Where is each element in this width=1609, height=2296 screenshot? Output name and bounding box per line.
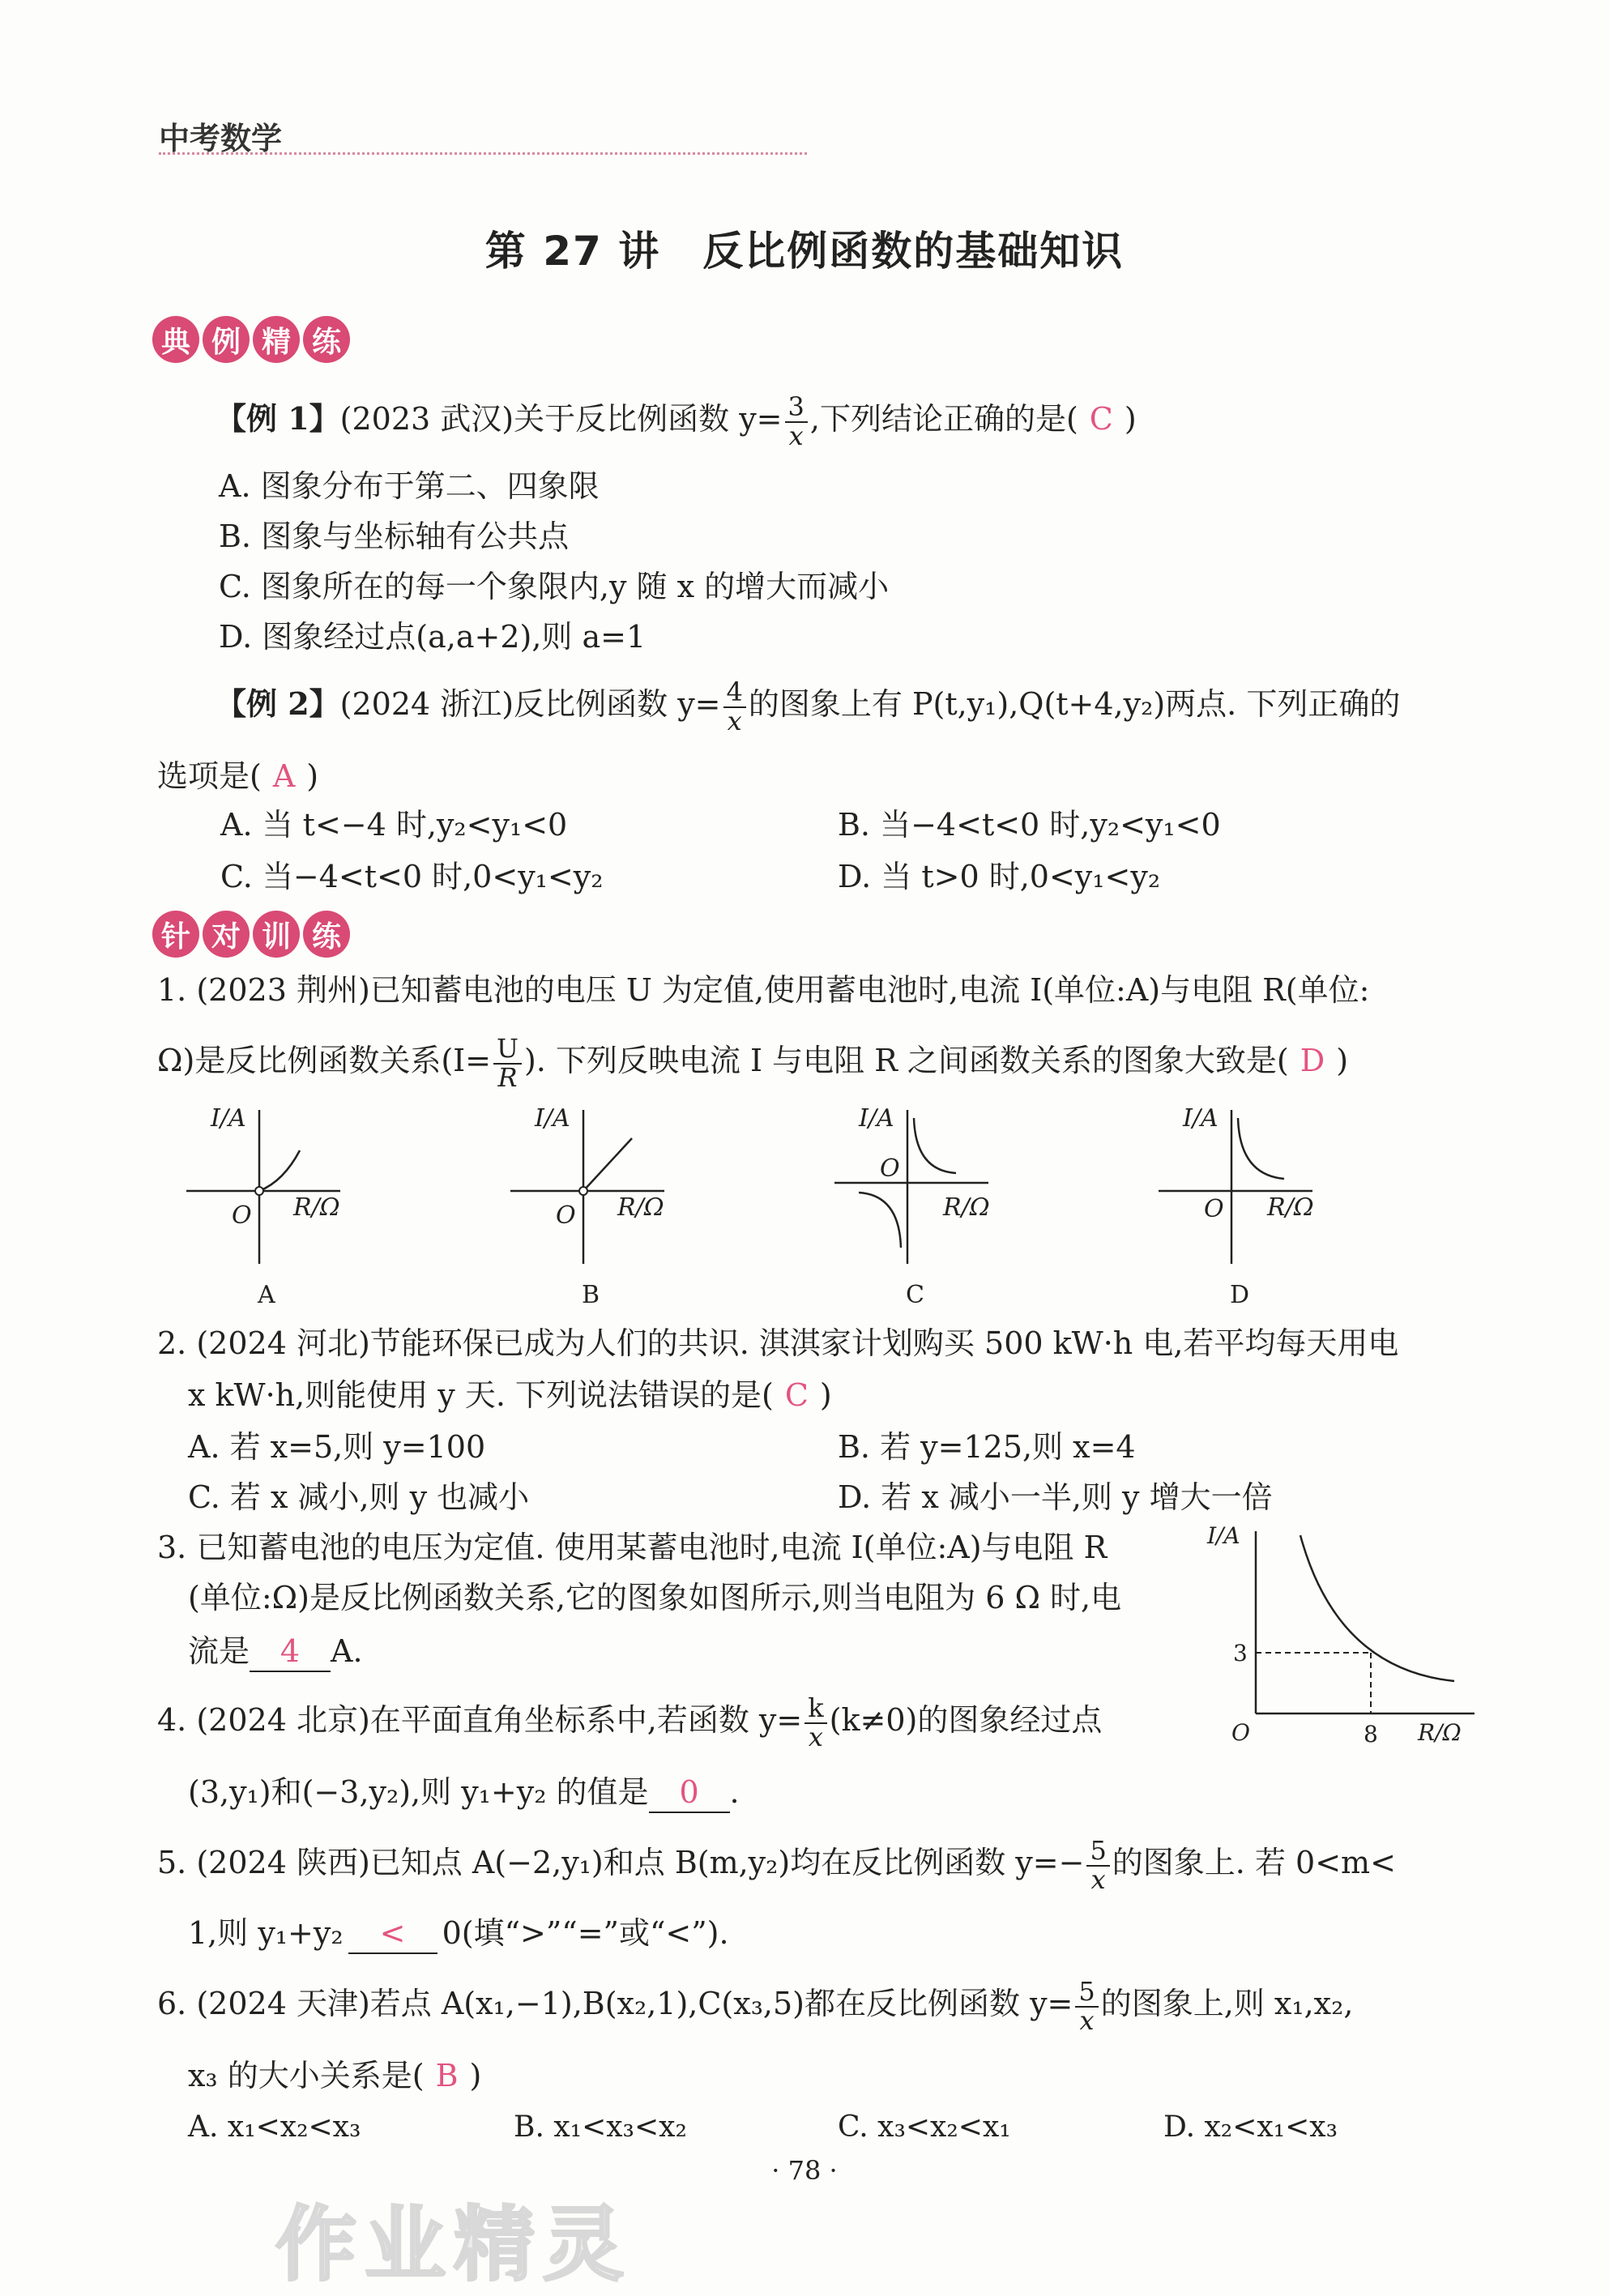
svg-text:I/A: I/A xyxy=(211,1104,246,1133)
question-1-line-2: Ω)是反比例函数关系(I= $\frac{U}{R}$ ). 下列反映电流 I 与电阻 R 之间函数关系的图象大致是( D ) xyxy=(157,1033,1349,1093)
example-2-option-d: D. 当 t>0 时,0<y₁<y₂ xyxy=(838,859,1161,894)
question-1-line-1: 1. (2023 荆州)已知蓄电池的电压 U 为定值,使用蓄电池时,电流 I(单位:A)与电阻 R(单位: xyxy=(157,972,1370,1008)
question-2-option-a: A. 若 x=5,则 y=100 xyxy=(188,1429,486,1465)
question-5-answer: < xyxy=(379,1915,406,1951)
header-divider xyxy=(159,152,807,155)
page-number: · 78 · xyxy=(771,2155,838,2186)
svg-text:R/Ω: R/Ω xyxy=(617,1193,664,1222)
question-5-line-2: 1,则 y₁+y₂ < 0(填“>”“=”或“<”). xyxy=(188,1915,729,1954)
svg-text:O: O xyxy=(232,1201,252,1230)
question-6-option-d: D. x₂<x₁<x₃ xyxy=(1163,2110,1338,2144)
question-6-option-b: B. x₁<x₃<x₂ xyxy=(514,2110,687,2144)
question-2-answer: C xyxy=(784,1377,809,1413)
question-1-graphs xyxy=(178,1102,1393,1312)
question-6-option-c: C. x₃<x₂<x₁ xyxy=(838,2110,1011,2144)
svg-text:I/A: I/A xyxy=(859,1104,894,1133)
question-6-line-2: x₃ 的大小关系是( B ) xyxy=(188,2058,482,2093)
svg-text:3: 3 xyxy=(1233,1640,1248,1667)
question-2-option-d: D. 若 x 减小一半,则 y 增大一倍 xyxy=(838,1479,1273,1515)
svg-text:R/Ω: R/Ω xyxy=(1267,1193,1314,1222)
svg-text:I/A: I/A xyxy=(535,1104,570,1133)
graph-c xyxy=(834,1104,990,1309)
graph-b xyxy=(510,1104,664,1309)
question-3-answer: 4 xyxy=(280,1633,301,1669)
svg-text:B: B xyxy=(582,1281,600,1309)
question-1-answer: D xyxy=(1300,1043,1325,1079)
question-5-line-1: 5. (2024 陕西)已知点 A(−2,y₁)和点 B(m,y₂)均在反比例函数 y=− $\frac{5}{x}$ 的图象上. 若 0<m< xyxy=(157,1835,1396,1895)
svg-text:O: O xyxy=(1204,1195,1224,1223)
example-2-option-c: C. 当−4<t<0 时,0<y₁<y₂ xyxy=(220,859,604,894)
svg-text:R/Ω: R/Ω xyxy=(943,1193,990,1222)
example-1-option-d: D. 图象经过点(a,a+2),则 a=1 xyxy=(219,619,647,655)
svg-text:O: O xyxy=(1231,1719,1250,1746)
svg-text:I/A: I/A xyxy=(1183,1104,1218,1133)
example-1-stem: 【例 1】(2023 武汉)关于反比例函数 y= $\frac{3}{x}$ ,下列结论正确的是( C ) xyxy=(216,391,1137,451)
lesson-title: 第 27 讲 反比例函数的基础知识 xyxy=(484,228,1125,275)
svg-text:R/Ω: R/Ω xyxy=(293,1193,340,1222)
example-1-option-b: B. 图象与坐标轴有公共点 xyxy=(219,519,570,554)
question-3-line-3: 流是 4 A. xyxy=(188,1633,363,1672)
svg-text:O: O xyxy=(880,1154,900,1183)
question-6-answer: B xyxy=(435,2058,459,2093)
question-4-answer: 0 xyxy=(679,1774,699,1810)
example-1-option-c: C. 图象所在的每一个象限内,y 随 x 的增大而减小 xyxy=(219,569,890,604)
question-3-line-2: (单位:Ω)是反比例函数关系,它的图象如图所示,则当电阻为 6 Ω 时,电 xyxy=(188,1580,1122,1615)
graph-a xyxy=(186,1104,340,1309)
svg-text:A: A xyxy=(258,1281,275,1309)
example-2-stem-cont: 选项是( A ) xyxy=(157,758,319,794)
example-2-option-b: B. 当−4<t<0 时,y₂<y₁<0 xyxy=(838,807,1221,843)
book-header: 中考数学 xyxy=(159,121,283,156)
section-badge-examples: 典 例 精 练 xyxy=(152,316,350,363)
svg-text:I/A: I/A xyxy=(1207,1523,1240,1549)
section-badge-practice: 针 对 训 练 xyxy=(152,911,350,958)
question-6-line-1: 6. (2024 天津)若点 A(x₁,−1),B(x₂,1),C(x₃,5)都在反比例函数 y= $\frac{5}{x}$ 的图象上,则 x₁,x₂, xyxy=(157,1976,1354,2036)
question-2-option-c: C. 若 x 减小,则 y 也减小 xyxy=(188,1479,530,1515)
question-6-option-a: A. x₁<x₂<x₃ xyxy=(188,2110,361,2144)
graph-d xyxy=(1159,1104,1314,1309)
question-4-line-1: 4. (2024 北京)在平面直角坐标系中,若函数 y= $\frac{k}{x}$ (k≠0)的图象经过点 xyxy=(157,1692,1103,1752)
example-2-stem: 【例 2】(2024 浙江)反比例函数 y= $\frac{4}{x}$ 的图象上有 P(t,y₁),Q(t+4,y₂)两点. 下列正确的 xyxy=(216,676,1401,736)
example-2-option-a: A. 当 t<−4 时,y₂<y₁<0 xyxy=(220,807,568,843)
svg-text:C: C xyxy=(906,1281,924,1309)
question-4-line-2: (3,y₁)和(−3,y₂),则 y₁+y₂ 的值是 0 . xyxy=(188,1774,740,1813)
question-3-figure xyxy=(1199,1523,1491,1758)
svg-text:R/Ω: R/Ω xyxy=(1418,1719,1462,1746)
example-1-answer: C xyxy=(1089,401,1113,437)
watermark: 作业精灵 xyxy=(275,2197,632,2292)
example-1-option-a: A. 图象分布于第二、四象限 xyxy=(219,468,600,504)
question-2-option-b: B. 若 y=125,则 x=4 xyxy=(838,1429,1136,1465)
question-2-line-1: 2. (2024 河北)节能环保已成为人们的共识. 淇淇家计划购买 500 kW·h 电,若平均每天用电 xyxy=(157,1325,1399,1361)
question-2-line-2: x kW·h,则能使用 y 天. 下列说法错误的是( C ) xyxy=(188,1377,832,1413)
svg-text:8: 8 xyxy=(1364,1721,1378,1748)
svg-text:D: D xyxy=(1230,1281,1250,1309)
svg-text:O: O xyxy=(556,1201,576,1230)
question-3-line-1: 3. 已知蓄电池的电压为定值. 使用某蓄电池时,电流 I(单位:A)与电阻 R xyxy=(157,1530,1108,1565)
example-2-answer: A xyxy=(272,758,296,794)
